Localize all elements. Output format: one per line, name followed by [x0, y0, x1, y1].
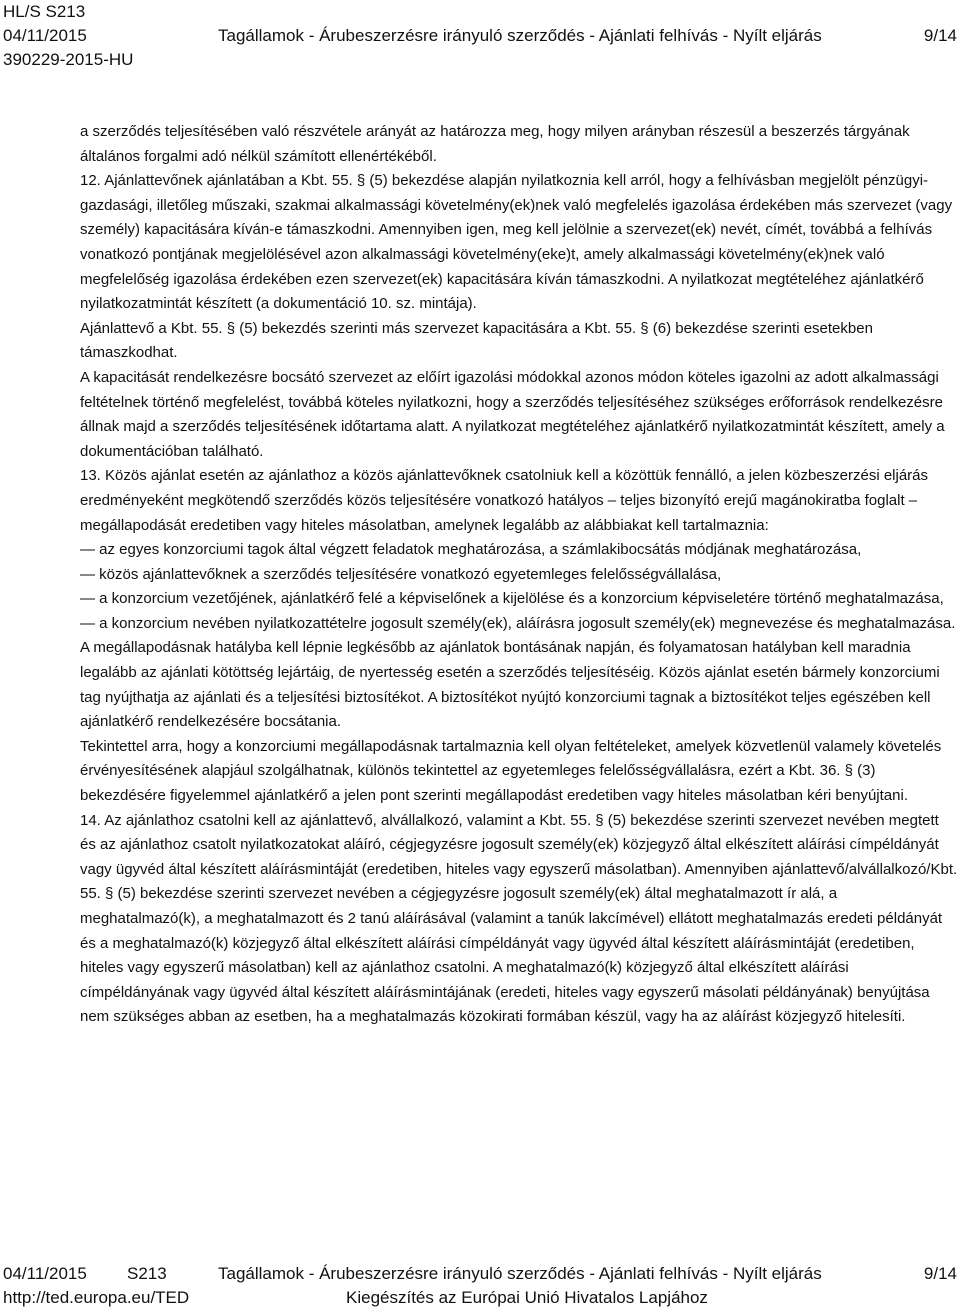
list-item-signatories: — a konzorcium nevében nyilatkozattételre jogosult személy(ek), aláírásra jogosult személy(ek) megnevezése és meghatalmazása.: [80, 614, 956, 632]
paragraph-13-validity: A megállapodásnak hatályba kell lépnie legkésőbb az ajánlatok bontásának napján, és folyamatosan hatályban kell maradnia legalább az ajánlati kötöttség lejártáig, de nyertesség esetén a szerződés teljesítéséig. Közös ajánlat esetén bármely konzorciumi tag nyújthatja az ajánlati és a teljesítési biztosítékot. A biztosítékot nyújtó konzorciumi tagnak a biztosítékot teljes egészében kell ajánlatkérő rendelkezésére bocsátania.: [80, 639, 940, 731]
header-title: Tagállamok - Árubeszerzésre irányuló szerződés - Ajánlati felhívás - Nyílt eljárás: [218, 26, 822, 45]
footer-date: 04/11/2015: [3, 1264, 87, 1283]
page-header: [3, 0, 957, 72]
footer-url: http://ted.europa.eu/TED: [3, 1288, 190, 1307]
paragraph-13: 13. Közös ajánlat esetén az ajánlathoz a közös ajánlattevőknek csatolniuk kell a közöttük fennálló, a jelen közbeszerzési eljárás eredményeként megkötendő szerződés közös teljesítésére vonatkozó hatályos – teljes bizonyító erejű magánokiratba foglalt – megállapodását eredetiben vagy hiteles másolatban, amelynek legalább az alábbiakat kell tartalmaznia:: [80, 467, 929, 534]
footer-issue: S213: [127, 1264, 167, 1283]
paragraph-12-provider: A kapacitását rendelkezésre bocsátó szervezet az előírt igazolási módokkal azonos módon köteles igazolni az adott alkalmassági feltételnek történő megfelelést, továbbá köteles nyilatkozni, hogy a szerződés teljesítéséhez szükséges erőforrások rendelkezésre állnak majd a szerződés teljesítésének időtartama alatt. A nyilatkozat megtételéhez ajánlatkérő nyilatkozatmintát készített, amely a dokumentációban található.: [80, 368, 945, 460]
list-item-leader: — a konzorcium vezetőjének, ajánlatkérő felé a képviselőnek a kijelölése és a konzorcium képviseletére történő meghatalmazása,: [80, 590, 944, 608]
document-body: [80, 120, 958, 1030]
paragraph-14: 14. Az ajánlathoz csatolni kell az ajánlattevő, alvállalkozó, valamint a Kbt. 55. § (5) bekezdése szerinti szervezet nevében megtett és az ajánlathoz csatolt nyilatkozatokat aláíró, cégjegyzésre jogosult személy(ek) közjegyző által elkészített aláírási címpéldányát vagy ügyvéd által készített aláírásmintáját (eredetiben, hiteles vagy egyszerű másolatban). Amennyiben ajánlattevő/alvállalkozó/Kbt. 55. § (5) bekezdése szerinti szervezet nevében a cégjegyzésre jogosult személy(ek) által meghatalmazott ír alá, a meghatalmazó(k), a meghatalmazott és 2 tanú aláírásával (valamint a tanúk lakcímével) ellátott meghatalmazás eredeti példányát és a meghatalmazó(k) közjegyző által elkészített aláírási címpéldányát vagy ügyvéd által készített aláírásmintáját (eredetiben, hiteles vagy egyszerű másolatban) kell az ajánlathoz csatolni. A meghatalmazó(k) közjegyző által elkészített aláírási címpéldányának vagy ügyvéd által készített aláírásmintájának (eredeti, hiteles vagy egyszerű másolati példányának) benyújtása nem szükséges abban az esetben, ha a meghatalmazás közokirati formában készül, vagy ha az aláírást közjegyző hitelesíti.: [80, 811, 958, 1026]
footer-title: Tagállamok - Árubeszerzésre irányuló szerződés - Ajánlati felhívás - Nyílt eljárás: [218, 1264, 822, 1283]
paragraph-12: 12. Ajánlattevőnek ajánlatában a Kbt. 55. § (5) bekezdése alapján nyilatkoznia kell arról, hogy a felhívásban megjelölt pénzügyi-gazdasági, illetőleg műszaki, szakmai alkalmassági követelmény(ek)nek való megfelelés igazolása érdekében más szervezet (vagy személy) kapacitására kíván-e támaszkodni. Amennyiben igen, meg kell jelölnie a szervezet(ek) nevét, címét, továbbá a felhívás vonatkozó pontjának megjelölésével azon alkalmassági követelmény(eke)t, amely alkalmassági követelmény(ek)nek való megfelelőség igazolása érdekében ezen szervezet(ek) kapacitására kíván támaszkodni. A nyilatkozat megtételéhez ajánlatkérő nyilatkozatmintát készített (a dokumentáció 10. sz. mintája).: [80, 172, 953, 313]
footer-publisher: Kiegészítés az Európai Unió Hivatalos Lapjához: [346, 1288, 708, 1307]
paragraph-13-submission: Tekintettel arra, hogy a konzorciumi megállapodásnak tartalmaznia kell olyan feltételeket, amelyek közvetlenül valamely követelés érvényesítésének alapjául szolgálhatnak, különös tekintettel az egyetemleges felelősségvállalásra, ezért a Kbt. 36. § (3) bekezdésére figyelemmel ajánlatkérő a jelen pont szerinti megállapodást eredetiben vagy hiteles másolatban kéri benyújtani.: [80, 737, 942, 805]
document-id: 390229-2015-HU: [3, 50, 134, 69]
paragraph-12-capacity: Ajánlattevő a Kbt. 55. § (5) bekezdés szerinti más szervezet kapacitására a Kbt. 55. § (6) bekezdése szerinti esetekben támaszkodhat.: [80, 319, 873, 362]
list-item-liability: — közös ajánlattevőknek a szerződés teljesítésére vonatkozó egyetemleges felelősségvállalása,: [80, 565, 722, 583]
paragraph-continuation: a szerződés teljesítésében való részvétele arányát az határozza meg, hogy milyen arányban részesül a beszerzés tárgyának általános forgalmi adó nélkül számított ellenértékéből.: [80, 123, 910, 165]
header-page-number: 9/14: [923, 26, 957, 45]
page-footer: [3, 1262, 957, 1310]
header-date: 04/11/2015: [3, 26, 87, 45]
series-reference: HL/S S213: [3, 2, 86, 21]
list-item-tasks: — az egyes konzorciumi tagok által végzett feladatok meghatározása, a számlakibocsátás módjának meghatározása,: [80, 541, 862, 559]
footer-page-number: 9/14: [923, 1264, 957, 1283]
